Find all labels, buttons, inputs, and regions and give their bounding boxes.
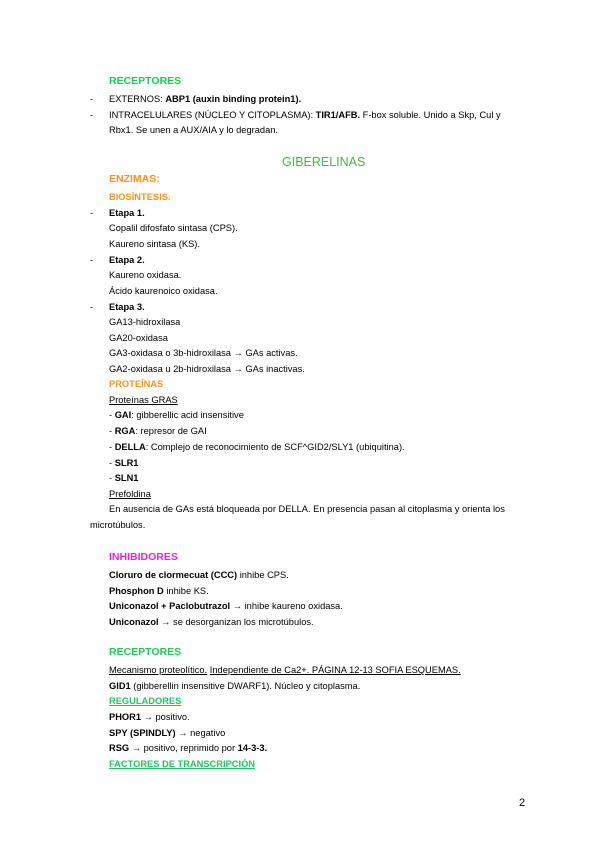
- receptores-intracelulares-cont: Rbx1. Se unen a AUX/AIA y lo degradan.: [109, 125, 279, 135]
- bullet-dash: -: [90, 110, 94, 120]
- etapa-3-label: Etapa 3.: [109, 302, 145, 312]
- etapa-3-line: GA3-oxidasa o 3b-hidroxilasa → GAs activas.: [109, 348, 298, 358]
- page-number: 2: [519, 797, 526, 809]
- receptores-heading: RECEPTORES: [109, 646, 182, 658]
- inhibidor-item: Uniconazol → se desorganizan los microtúbulos.: [109, 617, 314, 627]
- bullet-dash: -: [90, 255, 94, 265]
- biosintesis-heading: BIOSÍNTESIS.: [109, 192, 171, 202]
- inhibidor-item: Uniconazol + Paclobutrazol → inhibe kaureno oxidasa.: [109, 601, 343, 611]
- regulador-item: SPY (SPINDLY) → negativo: [109, 728, 226, 738]
- reguladores-heading: REGULADORES: [109, 696, 182, 706]
- section-title: GIBERELINAS: [282, 155, 366, 169]
- gras-item: - DELLA: Complejo de reconocimiento de SCF^GID2/SLY1 (ubiquitina).: [109, 442, 405, 452]
- inhibidor-item: Phosphon D inhibe KS.: [109, 586, 209, 596]
- etapa-1-label: Etapa 1.: [109, 208, 145, 218]
- etapa-3-line: GA13-hidroxilasa: [109, 317, 181, 327]
- bullet-dash: -: [90, 208, 94, 218]
- receptores-intracelulares: INTRACELULARES (NÚCLEO Y CITOPLASMA): TIR1/AFB. F-box soluble. Unido a Skp, Cul y: [109, 110, 501, 120]
- prefoldina-text: En ausencia de GAs está bloqueada por DELLA. En presencia pasan al citoplasma y orienta los: [109, 504, 505, 514]
- gid1-line: GID1 (gibberellin insensitive DWARF1). Núcleo y citoplasma.: [109, 681, 361, 691]
- etapa-3-line: GA2-oxidasa u 2b-hidroxilasa → GAs inactivas.: [109, 364, 305, 374]
- etapa-3-line: GA20-oxidasa: [109, 333, 168, 343]
- bullet-dash: -: [90, 302, 94, 312]
- gras-item: - RGA: represor de GAI: [109, 426, 207, 436]
- mecanismo-line: Mecanismo proteolítico. Independiente de Ca2+. PÁGINA 12-13 SOFIA ESQUEMAS.: [109, 665, 461, 675]
- proteinas-heading: PROTEÍNAS: [109, 379, 164, 389]
- etapa-2-line: Ácido kaurenoico oxidasa.: [109, 286, 218, 296]
- etapa-1-line: Copalil difosfato sintasa (CPS).: [109, 223, 238, 233]
- gras-item: - SLN1: [109, 473, 139, 483]
- bullet-dash: -: [90, 94, 94, 104]
- enzimas-heading: ENZIMAS:: [109, 173, 160, 185]
- gras-item: - GAI: gibberellic acid insensitive: [109, 410, 244, 420]
- inhibidores-heading: INHIBIDORES: [109, 551, 178, 563]
- regulador-item: RSG → positivo, reprimido por 14-3-3.: [109, 743, 268, 753]
- gras-heading: Proteínas GRAS: [109, 395, 178, 405]
- inhibidor-item: Cloruro de clormecuat (CCC) inhibe CPS.: [109, 570, 289, 580]
- gras-item: - SLR1: [109, 458, 139, 468]
- receptores-externos: EXTERNOS: ABP1 (auxin binding protein1).: [109, 94, 302, 104]
- etapa-1-line: Kaureno sintasa (KS).: [109, 239, 200, 249]
- receptores-auxinas-heading: RECEPTORES: [109, 75, 182, 87]
- prefoldina-heading: Prefoldina: [109, 489, 151, 499]
- prefoldina-text-cont: microtúbulos.: [90, 520, 146, 530]
- regulador-item: PHOR1 → positivo.: [109, 712, 190, 722]
- factores-heading: FACTORES DE TRANSCRIPCIÓN: [109, 759, 256, 769]
- etapa-2-line: Kaureno oxidasa.: [109, 270, 182, 280]
- etapa-2-label: Etapa 2.: [109, 255, 145, 265]
